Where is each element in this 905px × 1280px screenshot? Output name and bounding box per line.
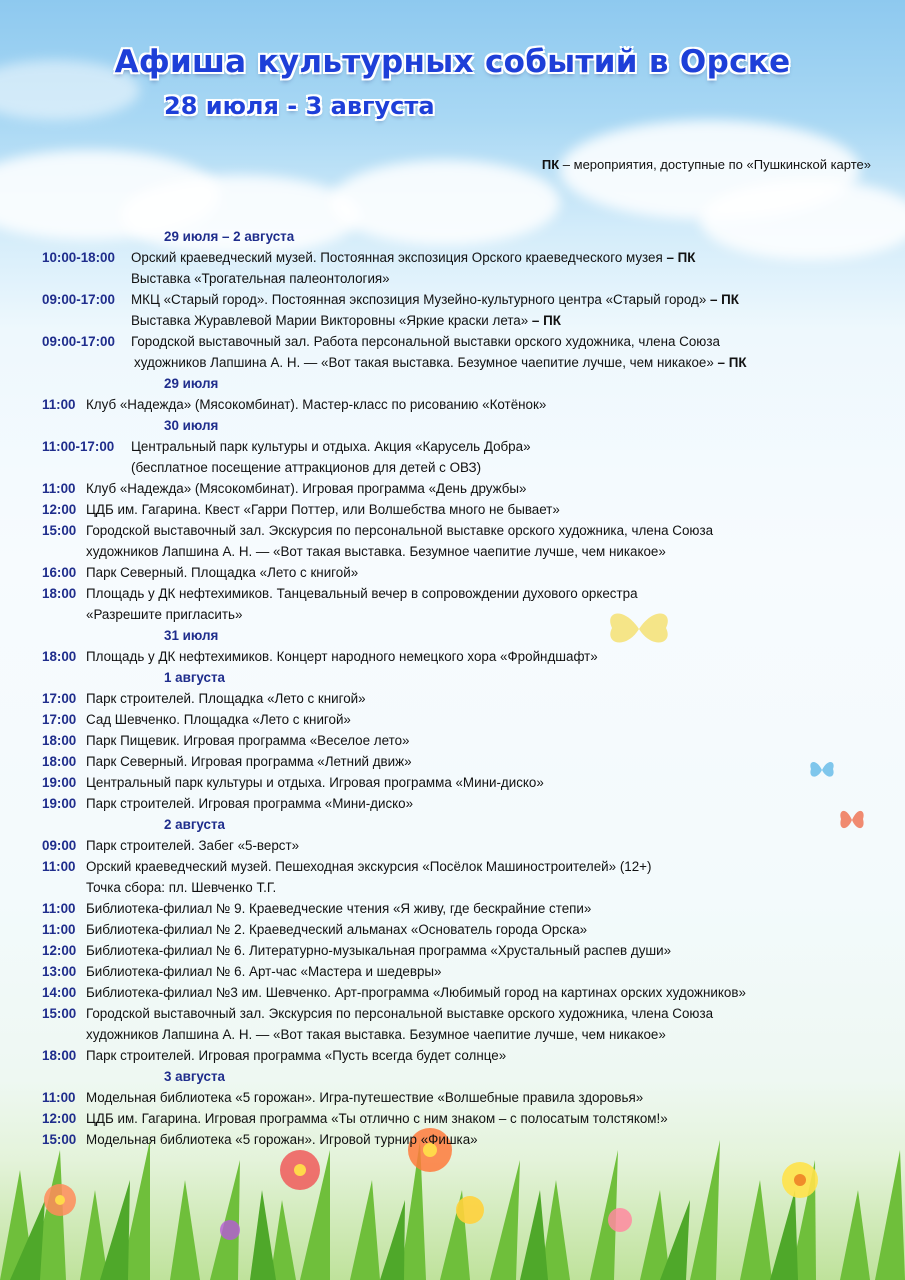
event-time: 10:00-18:00	[42, 250, 115, 265]
event-description-wrap	[86, 940, 671, 961]
event-description: художников Лапшина А. Н. — «Вот такая выставка. Безумное чаепитие лучше, чем никакое»	[134, 355, 714, 370]
event-time: 14:00	[42, 985, 77, 1000]
pk-legend	[542, 157, 871, 172]
event-row-continuation	[0, 310, 905, 331]
event-row-continuation	[0, 604, 905, 625]
event-row	[0, 982, 905, 1003]
event-description: Точка сбора: пл. Шевченко Т.Г.	[86, 880, 277, 895]
event-description: Центральный парк культуры и отдыха. Игровая программа «Мини-диско»	[86, 775, 544, 790]
event-description: Парк Северный. Игровая программа «Летний движ»	[86, 754, 412, 769]
pk-abbreviation: ПК	[541, 157, 560, 172]
event-row	[0, 1003, 905, 1024]
event-time: 11:00	[42, 922, 76, 937]
event-time: 11:00	[42, 1090, 76, 1105]
event-time: 13:00	[42, 964, 77, 979]
event-description: Площадь у ДК нефтехимиков. Танцевальный вечер в сопровождении духового оркестра	[86, 586, 638, 601]
event-description: художников Лапшина А. Н. — «Вот такая выставка. Безумное чаепитие лучше, чем никакое»	[86, 1027, 666, 1042]
event-description-wrap	[131, 436, 531, 457]
event-row	[0, 478, 905, 499]
event-row	[0, 688, 905, 709]
event-description: «Разрешите пригласить»	[86, 607, 243, 622]
event-description-wrap	[86, 646, 598, 667]
event-row	[0, 562, 905, 583]
event-row	[0, 940, 905, 961]
event-row	[0, 961, 905, 982]
date-heading	[0, 226, 905, 247]
event-description-wrap	[86, 856, 651, 877]
event-row	[0, 1087, 905, 1108]
event-description-wrap	[86, 709, 351, 730]
event-row	[0, 331, 905, 352]
event-row-continuation	[0, 268, 905, 289]
event-description: Парк строителей. Площадка «Лето с книгой»	[86, 691, 366, 706]
event-row-continuation	[0, 1024, 905, 1045]
event-time: 18:00	[42, 1048, 77, 1063]
event-row	[0, 835, 905, 856]
pk-badge: – ПК	[528, 313, 561, 328]
event-description: Модельная библиотека «5 горожан». Игра-путешествие «Волшебные правила здоровья»	[86, 1090, 644, 1105]
event-time: 09:00	[42, 838, 77, 853]
date-heading-label: 1 августа	[164, 670, 225, 685]
event-description-wrap	[86, 604, 242, 625]
event-time: 19:00	[42, 796, 77, 811]
event-row	[0, 1108, 905, 1129]
event-description-wrap	[86, 793, 413, 814]
event-description: Городской выставочный зал. Работа персональной выставки орского художника, члена Союза	[131, 334, 720, 349]
event-description-wrap	[86, 772, 544, 793]
event-description-wrap	[86, 982, 746, 1003]
event-description-wrap	[86, 1129, 478, 1150]
event-description-wrap	[86, 562, 358, 583]
event-description: МКЦ «Старый город». Постоянная экспозиция Музейно-культурного центра «Старый город»	[131, 292, 707, 307]
event-time: 15:00	[42, 1132, 77, 1147]
event-description-wrap	[86, 835, 299, 856]
date-heading	[0, 667, 905, 688]
event-description-wrap	[86, 583, 638, 604]
event-description-wrap	[86, 520, 713, 541]
event-row	[0, 709, 905, 730]
event-description: Клуб «Надежда» (Мясокомбинат). Мастер-класс по рисованию «Котёнок»	[86, 397, 547, 412]
date-heading	[0, 625, 905, 646]
date-heading-label: 31 июля	[164, 628, 219, 643]
event-description-wrap	[86, 1003, 713, 1024]
event-description: художников Лапшина А. Н. — «Вот такая выставка. Безумное чаепитие лучше, чем никакое»	[86, 544, 666, 559]
date-heading-label: 30 июля	[164, 418, 219, 433]
page-title: Афиша культурных событий в Орске	[114, 44, 791, 80]
event-description-wrap	[86, 1108, 668, 1129]
event-description-wrap	[86, 1024, 666, 1045]
date-heading	[0, 814, 905, 835]
event-description: Библиотека-филиал № 6. Литературно-музыкальная программа «Хрустальный распев души»	[86, 943, 672, 958]
pk-legend-text: – мероприятия, доступные по «Пушкинской карте»	[559, 157, 871, 172]
event-description: Городской выставочный зал. Экскурсия по персональной выставке орского художника, члена Союза	[86, 523, 714, 538]
event-description-wrap	[86, 499, 560, 520]
date-heading	[0, 415, 905, 436]
event-description-wrap	[131, 247, 695, 268]
event-description-wrap	[134, 352, 747, 373]
event-schedule	[0, 226, 905, 1150]
event-row	[0, 793, 905, 814]
pk-badge: – ПК	[662, 250, 696, 265]
event-time: 18:00	[42, 754, 77, 769]
event-description: Модельная библиотека «5 горожан». Игровой турнир «Фишка»	[86, 1132, 478, 1147]
event-description: Библиотека-филиал №3 им. Шевченко. Арт-программа «Любимый город на картинах орских художников»	[86, 985, 746, 1000]
event-description: Городской выставочный зал. Экскурсия по персональной выставке орского художника, члена Союза	[86, 1006, 714, 1021]
event-description-wrap	[131, 289, 739, 310]
event-description: Сад Шевченко. Площадка «Лето с книгой»	[86, 712, 351, 727]
event-time: 09:00-17:00	[42, 292, 115, 307]
event-time: 18:00	[42, 649, 77, 664]
event-row-continuation	[0, 541, 905, 562]
event-time: 18:00	[42, 586, 77, 601]
event-row-continuation	[0, 457, 905, 478]
event-description-wrap	[86, 1087, 643, 1108]
event-description-wrap	[86, 919, 587, 940]
event-description-wrap	[86, 877, 276, 898]
event-row	[0, 499, 905, 520]
event-row	[0, 772, 905, 793]
event-time: 09:00-17:00	[42, 334, 115, 349]
event-description-wrap	[86, 751, 412, 772]
pk-badge: – ПК	[713, 355, 747, 370]
event-row	[0, 751, 905, 772]
event-description-wrap	[86, 1045, 506, 1066]
event-description: Парк строителей. Игровая программа «Мини-диско»	[86, 796, 414, 811]
date-heading-label: 3 августа	[164, 1069, 225, 1084]
event-time: 16:00	[42, 565, 77, 580]
event-time: 11:00	[42, 397, 76, 412]
event-description-wrap	[86, 961, 441, 982]
event-description-wrap	[131, 310, 561, 331]
event-description: Парк Северный. Площадка «Лето с книгой»	[86, 565, 359, 580]
event-row	[0, 436, 905, 457]
event-description-wrap	[131, 457, 481, 478]
event-row	[0, 1045, 905, 1066]
event-time: 11:00	[42, 901, 76, 916]
event-row	[0, 394, 905, 415]
event-description: ЦДБ им. Гагарина. Квест «Гарри Поттер, или Волшебства много не бывает»	[86, 502, 560, 517]
event-time: 15:00	[42, 1006, 77, 1021]
event-description: ЦДБ им. Гагарина. Игровая программа «Ты отлично с ним знаком – с полосатым толстяком!»	[86, 1111, 668, 1126]
date-heading-label: 29 июля	[164, 376, 219, 391]
event-description: Орский краеведческий музей. Пешеходная экскурсия «Посёлок Машиностроителей» (12+)	[86, 859, 652, 874]
event-description-wrap	[86, 478, 526, 499]
event-description: Выставка Журавлевой Марии Викторовны «Яркие краски лета»	[131, 313, 529, 328]
event-row	[0, 520, 905, 541]
date-heading-label: 2 августа	[164, 817, 225, 832]
event-row	[0, 1129, 905, 1150]
event-row	[0, 730, 905, 751]
event-description-wrap	[86, 541, 666, 562]
date-range-subtitle: 28 июля - 3 августа	[164, 92, 435, 120]
event-time: 15:00	[42, 523, 77, 538]
event-description: Парк строителей. Игровая программа «Пусть всегда будет солнце»	[86, 1048, 507, 1063]
event-description: Парк строителей. Забег «5-верст»	[86, 838, 300, 853]
event-row	[0, 919, 905, 940]
event-time: 12:00	[42, 502, 77, 517]
event-row-continuation	[0, 877, 905, 898]
event-description-wrap	[86, 898, 591, 919]
date-heading-label: 29 июля – 2 августа	[164, 229, 295, 244]
event-description: Парк Пищевик. Игровая программа «Веселое лето»	[86, 733, 410, 748]
event-description: Клуб «Надежда» (Мясокомбинат). Игровая программа «День дружбы»	[86, 481, 527, 496]
event-row	[0, 898, 905, 919]
event-time: 18:00	[42, 733, 77, 748]
date-heading	[0, 1066, 905, 1087]
event-description: Площадь у ДК нефтехимиков. Концерт народного немецкого хора «Фройндшафт»	[86, 649, 598, 664]
event-description-wrap	[86, 688, 366, 709]
event-time: 11:00	[42, 859, 76, 874]
event-description: Библиотека-филиал № 2. Краеведческий альманах «Основатель города Орска»	[86, 922, 588, 937]
event-row-continuation	[0, 352, 905, 373]
event-description: Библиотека-филиал № 9. Краеведческие чтения «Я живу, где бескрайние степи»	[86, 901, 592, 916]
event-description-wrap	[131, 268, 390, 289]
event-row	[0, 646, 905, 667]
event-description-wrap	[86, 394, 546, 415]
event-row	[0, 856, 905, 877]
event-row	[0, 289, 905, 310]
event-description: Выставка «Трогательная палеонтология»	[131, 271, 390, 286]
event-description: Библиотека-филиал № 6. Арт-час «Мастера и шедевры»	[86, 964, 442, 979]
date-heading	[0, 373, 905, 394]
event-description: Центральный парк культуры и отдыха. Акция «Карусель Добра»	[131, 439, 531, 454]
event-time: 19:00	[42, 775, 77, 790]
pk-badge: – ПК	[706, 292, 739, 307]
event-time: 17:00	[42, 691, 77, 706]
event-description: (бесплатное посещение аттракционов для детей с ОВЗ)	[131, 460, 482, 475]
event-description-wrap	[86, 730, 410, 751]
event-time: 11:00	[42, 481, 76, 496]
event-time: 17:00	[42, 712, 77, 727]
event-description-wrap	[131, 331, 720, 352]
event-row	[0, 583, 905, 604]
event-description: Орский краеведческий музей. Постоянная экспозиция Орского краеведческого музея	[131, 250, 663, 265]
event-time: 12:00	[42, 1111, 77, 1126]
event-row	[0, 247, 905, 268]
event-time: 12:00	[42, 943, 77, 958]
event-time: 11:00-17:00	[42, 439, 115, 454]
